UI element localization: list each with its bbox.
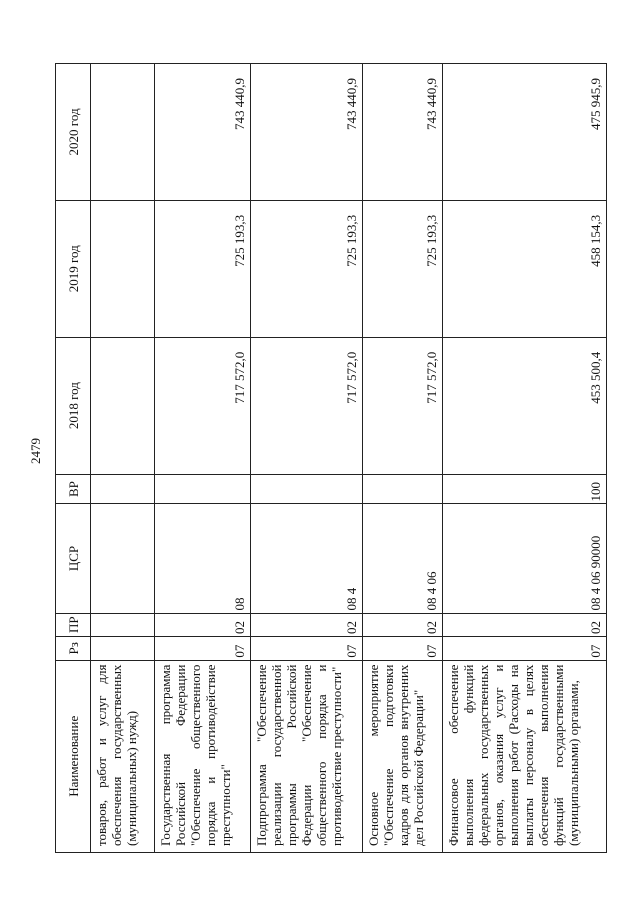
row-vr xyxy=(363,474,443,504)
row-2020: 743 440,9 xyxy=(155,64,251,201)
row-vr: 100 xyxy=(443,474,607,504)
rotated-page-content xyxy=(55,63,605,853)
row-rz: 07 xyxy=(363,637,443,661)
row-2019: 458 154,3 xyxy=(443,200,607,337)
header-csr: ЦСР xyxy=(56,504,91,613)
table-row xyxy=(155,64,251,853)
row-2020: 743 440,9 xyxy=(251,64,363,201)
row-2018: 717 572,0 xyxy=(251,337,363,474)
row-2019: 725 193,3 xyxy=(155,200,251,337)
row-2018: 453 500,4 xyxy=(443,337,607,474)
row-pr: 02 xyxy=(363,613,443,637)
row-name: Финансовое обеспечение выполнения функций федеральных государственных органов, оказания услуг и выполнения работ (Расходы на выплаты персоналу в целях обеспечения выполнения функций государственными (муниципальными) органами, xyxy=(443,660,607,852)
row-2020: 475 945,9 xyxy=(443,64,607,201)
header-pr: ПР xyxy=(56,613,91,637)
row-vr xyxy=(251,474,363,504)
row-rz xyxy=(91,637,155,661)
row-csr: 08 4 06 xyxy=(363,504,443,613)
row-2019: 725 193,3 xyxy=(363,200,443,337)
budget-table xyxy=(55,63,607,853)
header-2018: 2018 год xyxy=(56,337,91,474)
row-vr xyxy=(155,474,251,504)
row-rz: 07 xyxy=(155,637,251,661)
header-2020: 2020 год xyxy=(56,64,91,201)
row-name: товаров, работ и услуг для обеспечения государственных (муниципальных) нужд) xyxy=(91,660,155,852)
header-2019: 2019 год xyxy=(56,200,91,337)
table-header-row xyxy=(56,64,91,853)
row-2019: 725 193,3 xyxy=(251,200,363,337)
row-name: Подпрограмма "Обеспечение реализации государственной программы Российской Федерации "Обеспечение общественного порядка и противодействие преступности" xyxy=(251,660,363,852)
table-row xyxy=(443,64,607,853)
header-rz: Рз xyxy=(56,637,91,661)
row-rz: 07 xyxy=(251,637,363,661)
row-pr: 02 xyxy=(155,613,251,637)
row-2018: 717 572,0 xyxy=(363,337,443,474)
row-2018: 717 572,0 xyxy=(155,337,251,474)
row-csr: 08 4 xyxy=(251,504,363,613)
row-rz: 07 xyxy=(443,637,607,661)
row-name: Основное мероприятие "Обеспечение подготовки кадров для органов внутренних дел Российской Федерации" xyxy=(363,660,443,852)
row-2019 xyxy=(91,200,155,337)
table-row xyxy=(91,64,155,853)
row-2020 xyxy=(91,64,155,201)
row-name: Государственная программа Российской Федерации "Обеспечение общественного порядка и противодействие преступности" xyxy=(155,660,251,852)
table-row xyxy=(251,64,363,853)
header-name: Наименование xyxy=(56,660,91,852)
row-vr xyxy=(91,474,155,504)
table-row xyxy=(363,64,443,853)
row-csr: 08 4 06 90000 xyxy=(443,504,607,613)
row-2020: 743 440,9 xyxy=(363,64,443,201)
row-csr xyxy=(91,504,155,613)
row-2018 xyxy=(91,337,155,474)
page-number xyxy=(22,438,50,464)
row-csr: 08 xyxy=(155,504,251,613)
header-vr: ВР xyxy=(56,474,91,504)
row-pr: 02 xyxy=(251,613,363,637)
row-pr xyxy=(91,613,155,637)
page-number-text: 2479 xyxy=(28,438,43,464)
row-pr: 02 xyxy=(443,613,607,637)
